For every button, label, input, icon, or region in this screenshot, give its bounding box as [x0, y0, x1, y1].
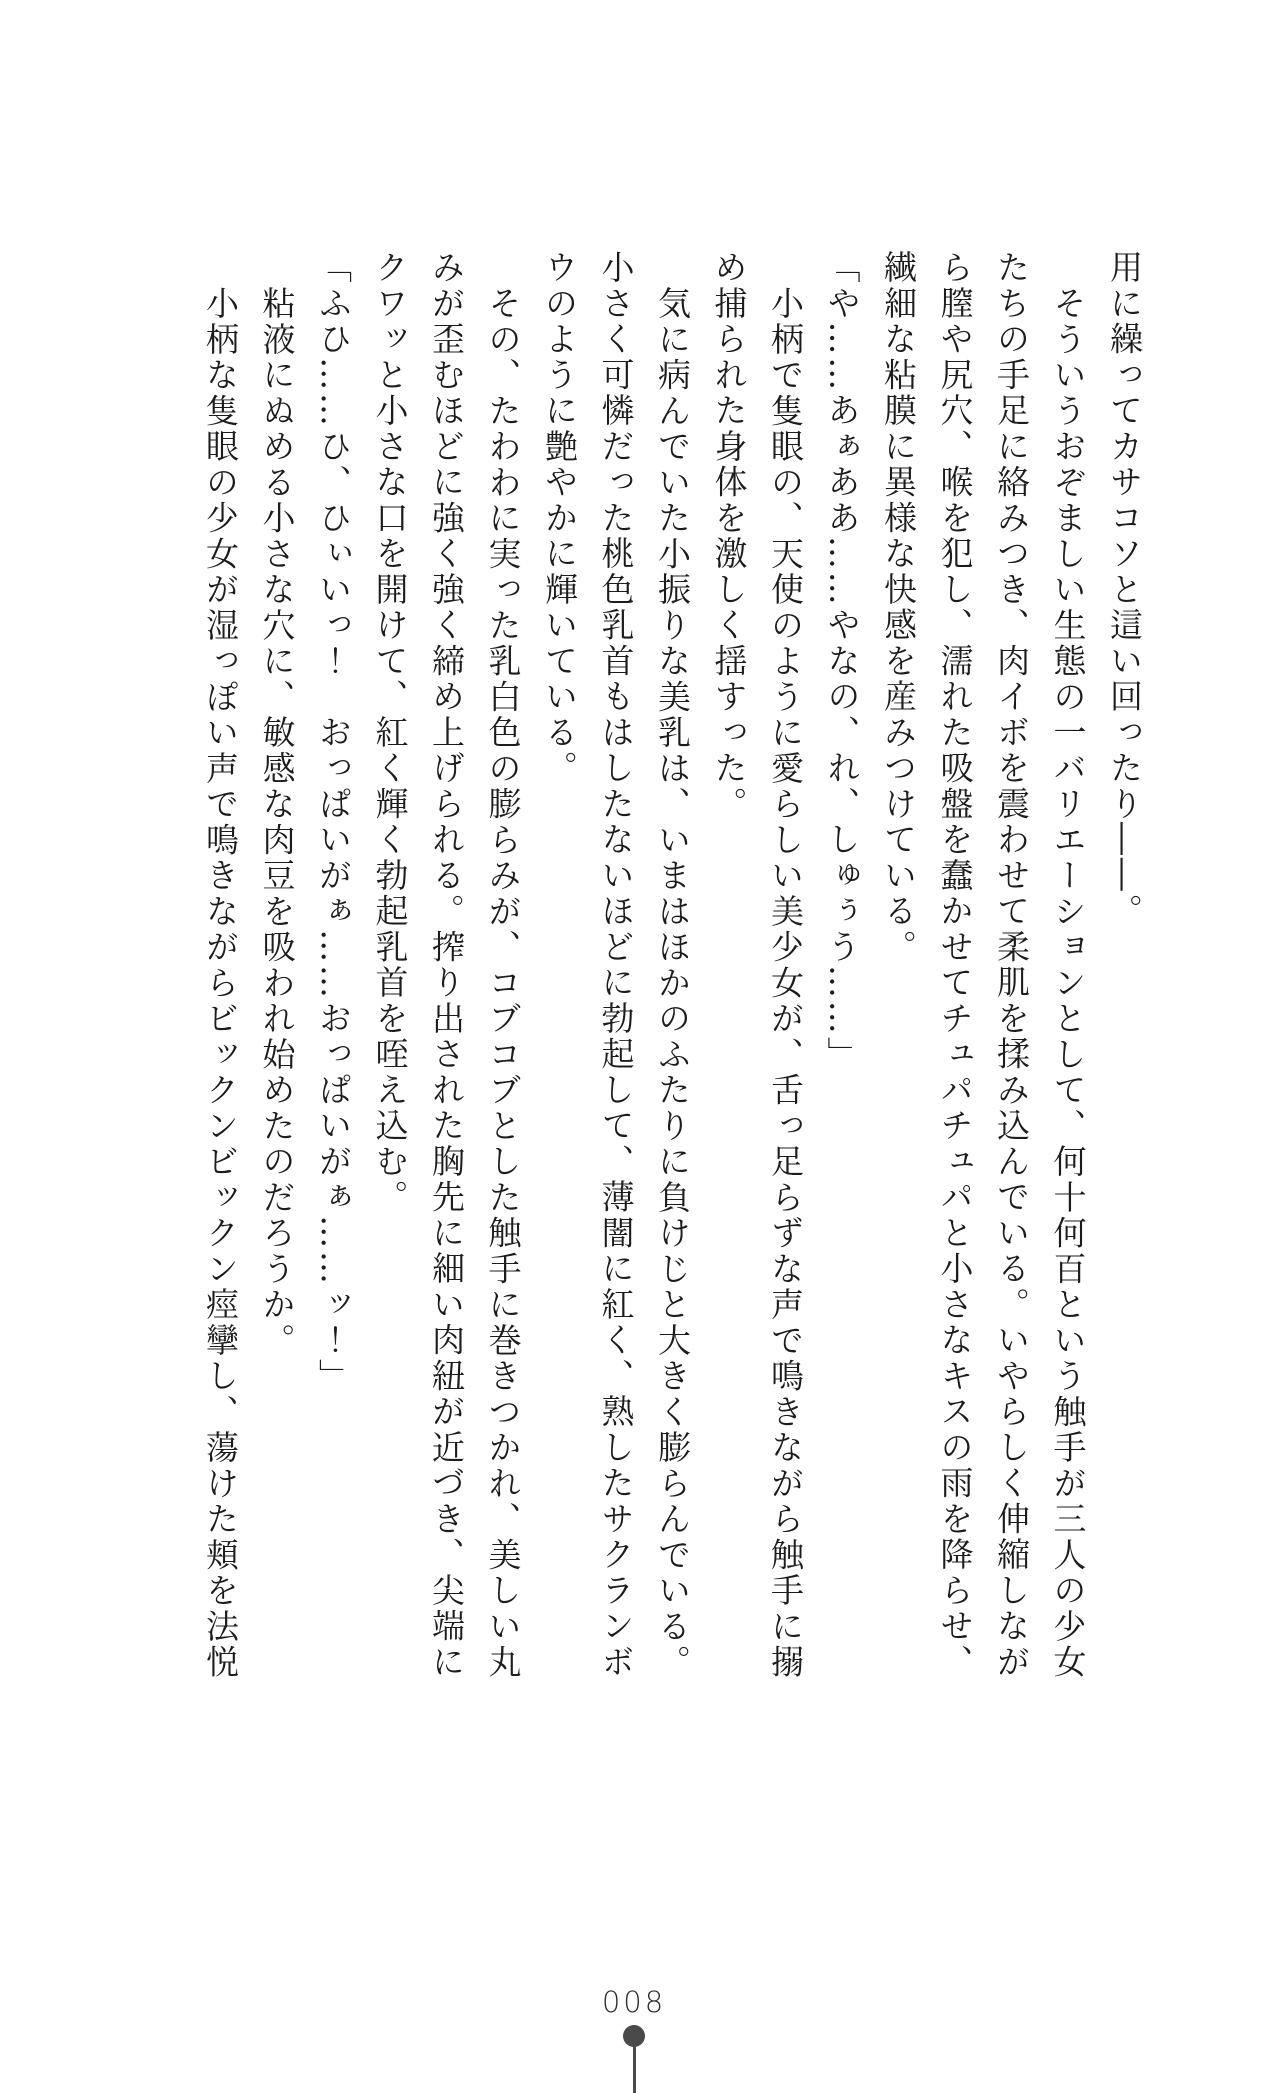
- paragraph: 「ふひ……ひ、ひぃいっ！ おっぱいがぁ……おっぱいがぁ……ッ！」: [314, 250, 353, 1394]
- paragraph: 小柄な隻眼の少女が湿っぽい声で鳴きながらビックンビックン痙攣し、蕩けた頬を法悦: [201, 285, 240, 1681]
- page-number: 008: [601, 1985, 667, 2019]
- paragraph: 小柄で隻眼の、天使のように愛らしい美少女が、舌っ足らずな声で鳴きながら触手に搦め捕られた身体を激しく揺すった。: [709, 250, 805, 1681]
- paragraph: その、たわわに実った乳白色の膨らみが、コブコブとした触手に巻きつかれ、美しい丸みが歪むほどに強く強く締め上げられる。搾り出された胸先に細い肉紐が近づき、尖端にクワッと小さな口を開けて、紅く輝く勃起乳首を咥え込む。: [370, 250, 523, 1681]
- marker-line: [633, 2044, 636, 2093]
- paragraph: 粘液にぬめる小さな穴に、敏感な肉豆を吸われ始めたのだろうか。: [257, 285, 297, 1359]
- paragraph: そういうおぞましい生態の一バリエーションとして、何十何百という触手が三人の少女たちの手足に絡みつき、肉イボを震わせて柔肌を揉み込んでいる。いやらしく伸縮しながら膣や尻穴、喉を犯し、濡れた吸盤を蠢かせてチュパチュパと小さなキスの雨を降らせ、繊細な粘膜に異様な快感を産みつけている。: [879, 250, 1088, 1681]
- paragraph: 気に病んでいた小振りな美乳は、いまはほかのふたりに負けじと大きく膨らんでいる。小さく可憐だった桃色乳首もはしたないほどに勃起して、薄闇に紅く、熟したサクランボウのように艶やかに輝いている。: [540, 250, 692, 1681]
- paragraph: 「や……あぁああ……やなの、れ、しゅぅう……」: [822, 250, 862, 1073]
- body-text: [192, 250, 1153, 1683]
- paragraph: 用に繰ってカサコソと這い回ったり――。: [1105, 250, 1144, 930]
